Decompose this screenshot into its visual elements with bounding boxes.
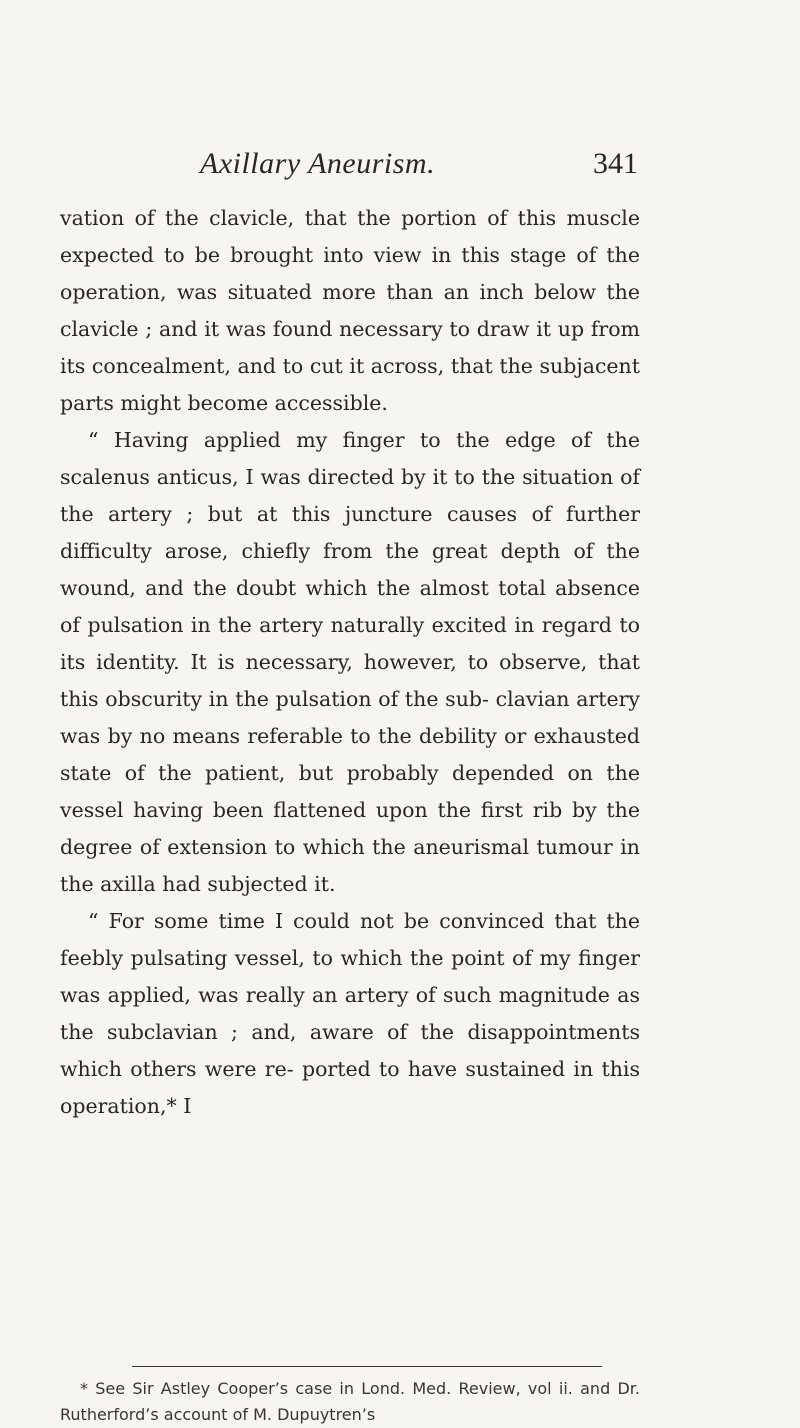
- page-header: [178, 147, 638, 191]
- running-title: Axillary Aneurism.: [200, 147, 436, 180]
- footnote-divider: [132, 1366, 602, 1367]
- paragraph-continuation: vation of the clavicle, that the portion of this muscle expected to be brought into view in this stage of the operation, was situated more than an inch below the clavicle ; and it was found necessary to draw it up from its concealment, and to cut it across, that the subjacent parts might become accessible.: [60, 206, 640, 415]
- paragraph-scalenus: “ Having applied my finger to the edge of the scalenus anticus, I was directed by it to the situation of the artery ; but at this juncture causes of further difficulty arose, chiefly from the great depth of the wound, and the doubt which the almost total absence of pulsation in the artery naturally excited in regard to its identity. It is necessary, however, to observe, that this obscurity in the pulsation of the sub- clavian artery was by no means referable to the debility or exhausted state of the patient, but probably depended on the vessel having been flattened upon the first rib by the degree of extension to which the aneurismal tumour in the axilla had subjected it.: [60, 428, 640, 896]
- footnote-text: * See Sir Astley Cooper’s case in Lond. Med. Review, vol ii. and Dr. Rutherford’s account of M. Dupuytren’s: [60, 1379, 640, 1424]
- footnote: [60, 1376, 640, 1428]
- page-number: 341: [593, 147, 638, 180]
- body-text: [60, 200, 640, 1125]
- paragraph-feebly-pulsating: “ For some time I could not be convinced that the feebly pulsating vessel, to which the point of my finger was applied, was really an artery of such magnitude as the subclavian ; and, aware of the disappointments which others were re- ported to have sustained in this operation,* I: [60, 909, 640, 1118]
